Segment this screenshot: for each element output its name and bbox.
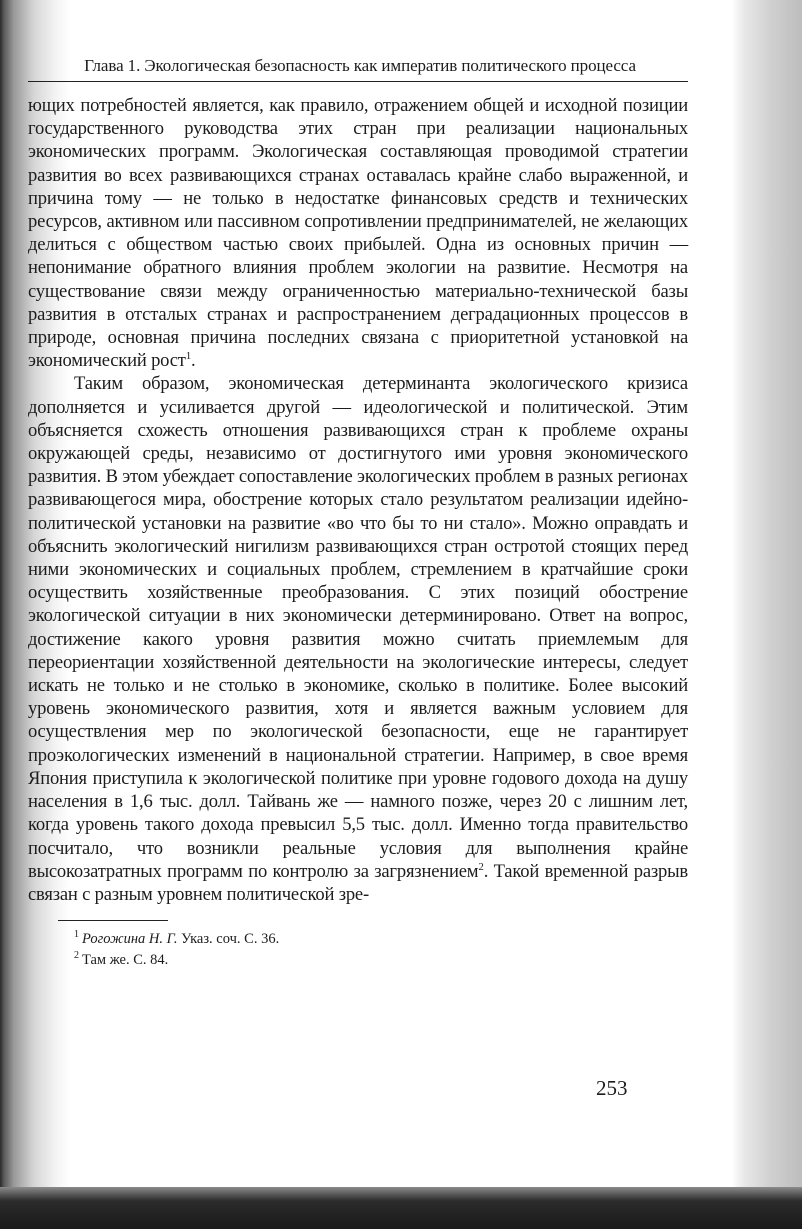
running-head: Глава 1. Экологическая безопасность как императив политического процесса	[28, 56, 688, 82]
book-page	[28, 56, 688, 971]
footnote: $^1$ Рогожина Н. Г. Указ. соч. С. 36.	[74, 929, 280, 948]
page-number: 253	[596, 1076, 628, 1100]
paragraph: Таким образом, экономическая детерминанта экологического кризиса дополняется и усиливается другой — идеологической и политической. Этим объясняется схожесть отношения развивающихся стран к проблеме охраны окружающей среды, независимо от достигнутого ими уровня экономического развития. В этом убеждает сопоставление экологических проблем в разных регионах развивающегося мира, обострение которых стало результатом реализации идейно-политической установки на развитие «во что бы то ни стало». Можно оправдать и объяснить экологический нигилизм развивающихся стран остротой стоящих перед ними экономических и социальных проблем, стремлением в кратчайшие сроки осуществить хозяйственные преобразования. С этих позиций обострение экологической ситуации в них экономически детерминировано. Ответ на вопрос, достижение какого уровня развития можно считать приемлемым для переориентации хозяйственной деятельности на экологические интересы, следует искать не только и не столько в экономике, сколько в политике. Более высокий уровень экономического развития, хотя и является важным условием для осуществления мер по экологической безопасности, еще не гарантирует проэкологических изменений в национальной стратегии. Например, в свое время Япония приступила к экологической политике при уровне годового дохода на душу населения в 1,6 тыс. долл. Тайвань же — намного позже, через 20 с лишним лет, когда уровень такого дохода превысил 5,5 тыс. долл. Именно тогда правительство посчитало, что возникли реальные условия для выполнения крайне высокозатратных программ по контролю за загрязнением$^2$. Такой временной разрыв связан с разным уровнем политической зре-	[28, 373, 688, 905]
paragraph: ющих потребностей является, как правило, отражением общей и исходной позиции государственного руководства этих стран при реализации национальных экономических программ. Экологическая составляющая проводимой стратегии развития во всех развивающихся странах оставалась крайне слабо выраженной, и причина тому — не только в недостатке финансовых средств и технических ресурсов, активном или пассивном сопротивлении предпринимателей, не желающих делиться с обществом частью своих прибылей. Одна из основных причин — непонимание обратного влияния проблем экологии на развитие. Несмотря на существование связи между ограниченностью материально-технической базы развития в отсталых странах и распространением деградационных процессов в природе, основная причина последних связана с приоритетной установкой на экономический рост$^1$.	[28, 95, 688, 372]
footnote-ref: 2	[478, 860, 484, 873]
body-text	[28, 94, 688, 906]
page-edge-shadow	[732, 0, 802, 1229]
scan-bottom-band	[0, 1187, 802, 1229]
footnote-divider	[58, 920, 168, 921]
footnotes	[74, 929, 688, 971]
footnote-ref: 1	[185, 350, 192, 363]
footnote: $^2$ Там же. С. 84.	[74, 950, 169, 969]
